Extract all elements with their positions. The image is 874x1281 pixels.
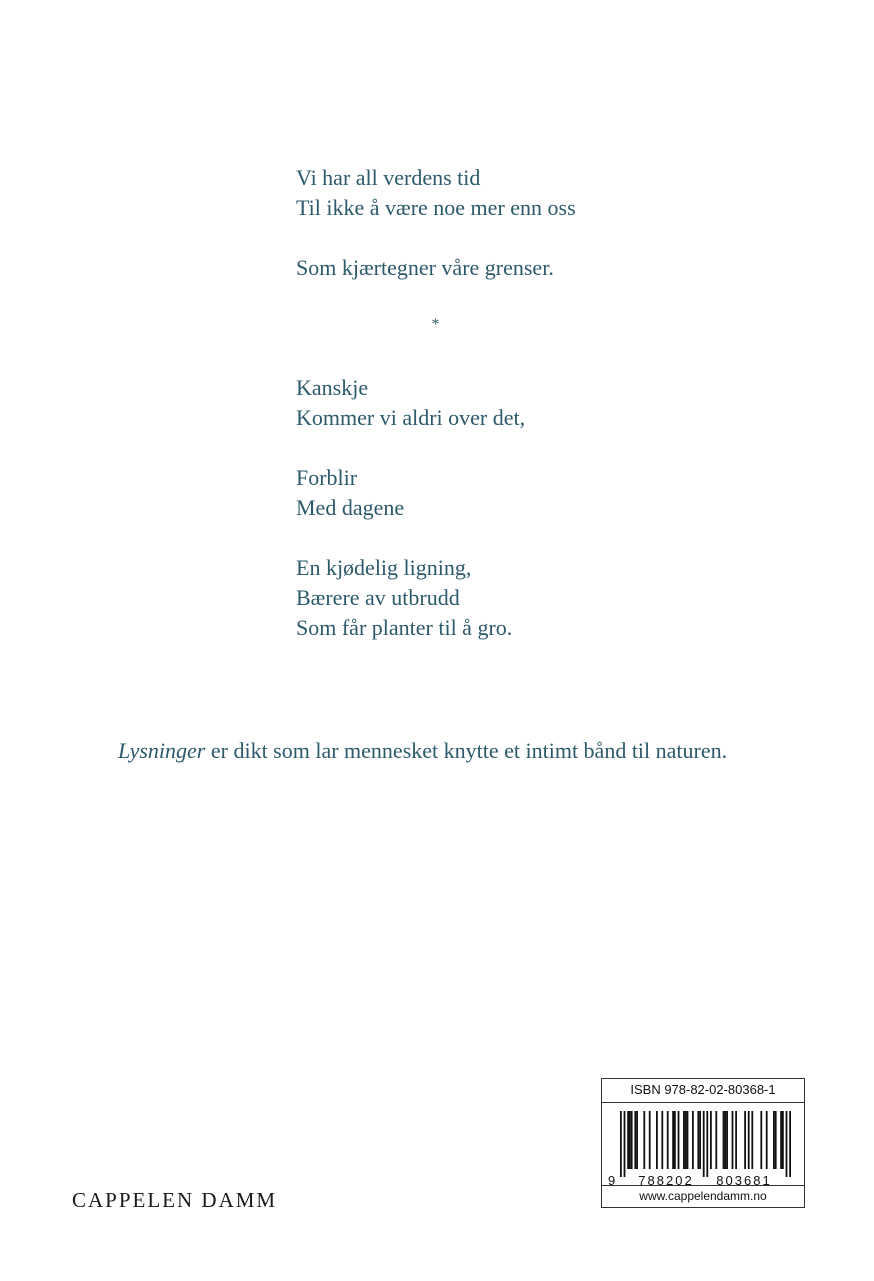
barcode-bar: [766, 1111, 768, 1169]
barcode-bar: [786, 1111, 788, 1177]
poem-line: Kommer vi aldri over det,: [296, 405, 526, 430]
barcode-bar: [773, 1111, 775, 1169]
barcode-bar: [715, 1111, 717, 1169]
poem-line: Forblir: [296, 465, 358, 490]
barcode-bar: [631, 1111, 633, 1169]
barcode-bar: [643, 1111, 645, 1169]
barcode-bar: [683, 1111, 685, 1169]
barcode-bar: [703, 1111, 705, 1177]
stanza-3: [296, 373, 525, 433]
stanza-2: [296, 253, 576, 283]
barcode-bar: [751, 1111, 753, 1169]
barcode-bar: [723, 1111, 725, 1169]
barcode-graphic: [606, 1111, 802, 1187]
barcode-bar: [726, 1111, 728, 1169]
poem-line: Som kjærtegner våre grenser.: [296, 255, 554, 280]
barcode-bar: [732, 1111, 734, 1169]
barcode-bar: [634, 1111, 636, 1169]
barcode-bar: [661, 1111, 663, 1169]
barcode-bar: [782, 1111, 784, 1169]
poem-line: Som får planter til å gro.: [296, 615, 513, 640]
poem: [296, 163, 576, 640]
barcode-bar: [780, 1111, 782, 1169]
barcode: [602, 1103, 804, 1187]
stanza-4: [296, 463, 525, 523]
publisher-url: www.cappelendamm.no: [602, 1185, 804, 1207]
barcode-digit-first: 9: [608, 1173, 616, 1187]
barcode-bar: [656, 1111, 658, 1169]
blurb-text: er dikt som lar mennesket knytte et intimt bånd til naturen.: [205, 738, 728, 763]
blurb: [118, 736, 838, 766]
barcode-bar: [789, 1111, 791, 1177]
barcode-bar: [697, 1111, 699, 1169]
barcode-bar: [735, 1111, 737, 1169]
poem-line: Kanskje: [296, 375, 369, 400]
barcode-bar: [744, 1111, 746, 1169]
barcode-digits-left: 788202: [638, 1173, 694, 1187]
poem-line: Til ikke å være noe mer enn oss: [296, 195, 576, 220]
barcode-bar: [706, 1111, 708, 1177]
barcode-bar: [775, 1111, 777, 1169]
barcode-bar: [687, 1111, 689, 1169]
poem-line: En kjødelig ligning,: [296, 555, 472, 580]
barcode-bar: [672, 1111, 674, 1169]
barcode-bar: [649, 1111, 651, 1169]
isbn-label: ISBN 978-82-02-80368-1: [602, 1079, 804, 1103]
book-title: Lysninger: [118, 738, 206, 763]
barcode-bar: [636, 1111, 638, 1169]
poem-line: Med dagene: [296, 495, 405, 520]
barcode-bar: [724, 1111, 726, 1169]
poem-part-2: [296, 373, 525, 673]
stanza-5: [296, 553, 525, 643]
barcode-bar: [710, 1111, 712, 1169]
isbn-box: [601, 1078, 805, 1208]
barcode-bar: [667, 1111, 669, 1169]
barcode-bar: [692, 1111, 694, 1169]
poem-line: Bærere av utbrudd: [296, 585, 460, 610]
publisher-logo: CAPPELEN DAMM: [72, 1188, 278, 1212]
stanza-1: [296, 163, 576, 223]
poem-line: Vi har all verdens tid: [296, 165, 481, 190]
barcode-digits-right: 803681: [716, 1173, 772, 1187]
barcode-bar: [624, 1111, 626, 1177]
barcode-bar: [748, 1111, 750, 1169]
barcode-bar: [699, 1111, 701, 1169]
barcode-bar: [678, 1111, 680, 1169]
barcode-bar: [627, 1111, 629, 1169]
barcode-bar: [760, 1111, 762, 1169]
section-separator: *: [431, 316, 440, 333]
barcode-bar: [674, 1111, 676, 1169]
barcode-bar: [685, 1111, 687, 1169]
barcode-bar: [620, 1111, 622, 1177]
barcode-bar: [629, 1111, 631, 1169]
